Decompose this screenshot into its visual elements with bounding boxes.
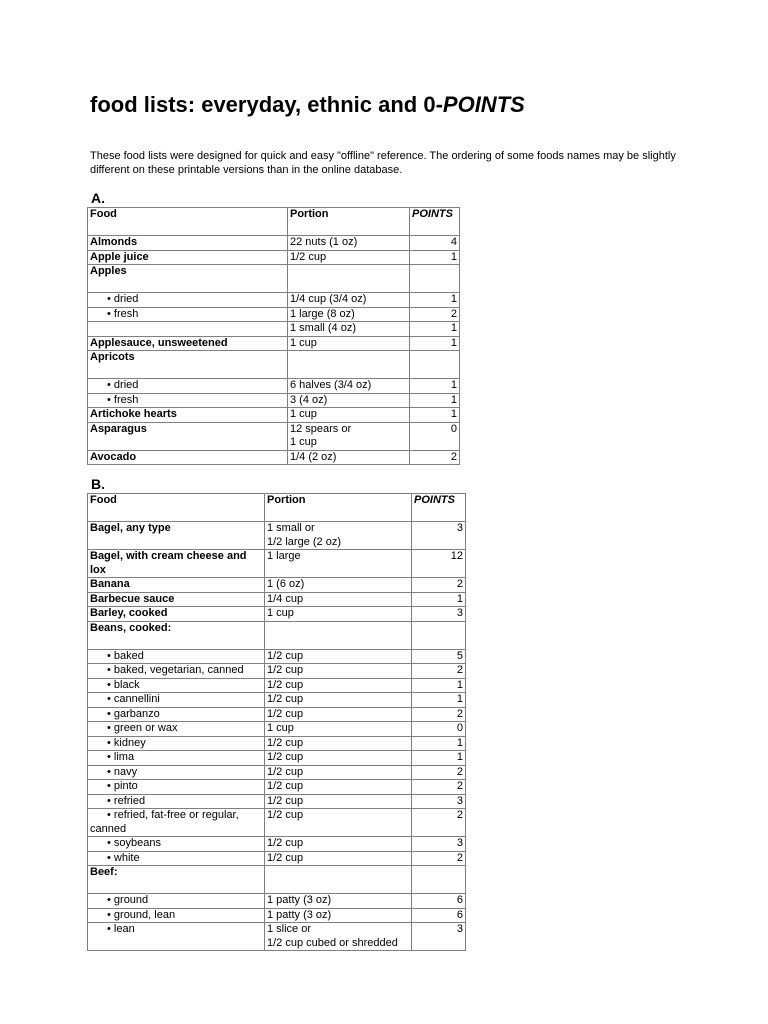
header-food: Food [88,208,288,236]
table-row [88,422,460,450]
table-row [88,293,460,308]
portion-cell: 1 small (4 oz) [288,322,410,337]
points-cell: 1 [412,751,466,766]
points-cell: 6 [412,908,466,923]
points-cell: 2 [410,450,460,465]
table-row [88,351,460,379]
food-cell: • lima [88,751,265,766]
portion-cell: 1/2 cup [265,794,412,809]
table-row [88,336,460,351]
points-cell: 3 [412,607,466,622]
table-row [88,379,460,394]
table-row [88,522,466,550]
portion-cell: 1 (6 oz) [265,578,412,593]
portion-cell: 1/2 cup [265,678,412,693]
table-row [88,851,466,866]
points-cell [412,866,466,894]
points-cell: 1 [410,379,460,394]
points-cell: 0 [410,422,460,450]
points-cell: 0 [412,722,466,737]
table-row [88,923,466,951]
portion-cell [288,351,410,379]
food-cell [88,322,288,337]
food-cell: • pinto [88,780,265,795]
points-cell: 2 [412,707,466,722]
portion-cell: 1/2 cup [265,837,412,852]
points-cell: 3 [412,923,466,951]
points-cell: 1 [412,678,466,693]
table-row [88,693,466,708]
points-cell: 1 [410,293,460,308]
food-cell: • garbanzo [88,707,265,722]
header-points: POINTS [412,494,466,522]
food-cell: • ground, lean [88,908,265,923]
food-cell: • dried [88,379,288,394]
table-row [88,307,460,322]
portion-cell: 1 cup [288,408,410,423]
portion-cell: 3 (4 oz) [288,393,410,408]
portion-cell: 1 cup [265,722,412,737]
food-cell: Apricots [88,351,288,379]
food-cell: • fresh [88,393,288,408]
points-cell: 1 [410,250,460,265]
table-row [88,578,466,593]
points-cell: 6 [412,894,466,909]
food-cell: • white [88,851,265,866]
food-table-a [87,207,460,465]
food-cell: Beans, cooked: [88,621,265,649]
food-cell: Almonds [88,236,288,251]
portion-cell [265,621,412,649]
portion-cell: 12 spears or 1 cup [288,422,410,450]
section-b-heading: B. [91,476,105,492]
table-row [88,751,466,766]
intro-paragraph: These food lists were designed for quick and easy "offline" reference. The ordering of some foods names may be slightly different on these printable versions than in the online database. [90,150,676,176]
portion-cell: 1 patty (3 oz) [265,908,412,923]
portion-cell: 1/2 cup [265,736,412,751]
table-row [88,322,460,337]
food-cell: • ground [88,894,265,909]
food-cell: • fresh [88,307,288,322]
section-a-heading: A. [91,190,105,206]
portion-cell: 1/2 cup [265,809,412,837]
portion-cell: 1/4 cup (3/4 oz) [288,293,410,308]
table-row [88,794,466,809]
food-cell: • navy [88,765,265,780]
page-title: food lists: everyday, ethnic and 0-POINTS [90,92,525,117]
food-cell: Avocado [88,450,288,465]
header-portion: Portion [288,208,410,236]
portion-cell: 1 cup [265,607,412,622]
points-cell: 3 [412,837,466,852]
food-cell: Bagel, any type [88,522,265,550]
points-cell: 2 [412,809,466,837]
food-cell: Asparagus [88,422,288,450]
portion-cell: 1/2 cup [265,664,412,679]
portion-cell: 1/2 cup [265,751,412,766]
food-cell: Bagel, with cream cheese and lox [88,550,265,578]
food-cell: • refried, fat-free or regular, canned [88,809,265,837]
points-cell: 1 [412,693,466,708]
food-cell: • refried [88,794,265,809]
table-row [88,607,466,622]
portion-cell: 1 small or 1/2 large (2 oz) [265,522,412,550]
points-cell [412,621,466,649]
table-row [88,236,460,251]
header-food: Food [88,494,265,522]
food-cell: • kidney [88,736,265,751]
table-row [88,393,460,408]
food-cell: Banana [88,578,265,593]
points-cell: 3 [412,522,466,550]
table-row [88,649,466,664]
points-cell: 2 [412,578,466,593]
points-cell: 1 [412,736,466,751]
header-portion: Portion [265,494,412,522]
food-cell: Barley, cooked [88,607,265,622]
food-cell: Artichoke hearts [88,408,288,423]
food-cell: Beef: [88,866,265,894]
points-cell: 2 [412,765,466,780]
points-cell: 3 [412,794,466,809]
food-cell: • black [88,678,265,693]
food-cell: • dried [88,293,288,308]
table-row [88,894,466,909]
food-cell: • green or wax [88,722,265,737]
portion-cell: 1/2 cup [265,851,412,866]
table-row [88,866,466,894]
food-cell: • lean [88,923,265,951]
portion-cell: 1 patty (3 oz) [265,894,412,909]
portion-cell: 1/2 cup [265,707,412,722]
table-row [88,621,466,649]
portion-cell: 1 large (8 oz) [288,307,410,322]
table-row [88,765,466,780]
table-row [88,837,466,852]
food-cell: • baked [88,649,265,664]
points-cell: 5 [412,649,466,664]
table-row [88,265,460,293]
points-cell: 1 [410,336,460,351]
portion-cell [288,265,410,293]
points-cell: 4 [410,236,460,251]
portion-cell: 1/2 cup [288,250,410,265]
table-row [88,722,466,737]
portion-cell: 1/4 cup [265,592,412,607]
points-cell: 1 [410,408,460,423]
table-row [88,664,466,679]
table-header-row [88,208,460,236]
points-cell: 1 [410,322,460,337]
points-cell: 2 [412,780,466,795]
table-row [88,550,466,578]
points-cell: 2 [412,851,466,866]
portion-cell: 1 cup [288,336,410,351]
portion-cell: 1 large [265,550,412,578]
table-row [88,809,466,837]
table-row [88,678,466,693]
points-cell [410,351,460,379]
portion-cell: 1/2 cup [265,780,412,795]
food-cell: • soybeans [88,837,265,852]
header-points: POINTS [410,208,460,236]
food-cell: • cannellini [88,693,265,708]
table-row [88,780,466,795]
portion-cell: 1/2 cup [265,765,412,780]
points-cell: 2 [410,307,460,322]
food-cell: • baked, vegetarian, canned [88,664,265,679]
food-table-b [87,493,466,951]
table-row [88,250,460,265]
food-cell: Applesauce, unsweetened [88,336,288,351]
table-row [88,707,466,722]
portion-cell: 1/4 (2 oz) [288,450,410,465]
portion-cell: 1/2 cup [265,649,412,664]
points-cell [410,265,460,293]
table-row [88,908,466,923]
points-cell: 12 [412,550,466,578]
table-row [88,408,460,423]
table-row [88,736,466,751]
points-cell: 2 [412,664,466,679]
table-row [88,450,460,465]
portion-cell: 1 slice or 1/2 cup cubed or shredded [265,923,412,951]
portion-cell [265,866,412,894]
food-cell: Barbecue sauce [88,592,265,607]
portion-cell: 22 nuts (1 oz) [288,236,410,251]
table-header-row [88,494,466,522]
food-cell: Apple juice [88,250,288,265]
table-row [88,592,466,607]
portion-cell: 6 halves (3/4 oz) [288,379,410,394]
food-cell: Apples [88,265,288,293]
points-cell: 1 [412,592,466,607]
portion-cell: 1/2 cup [265,693,412,708]
points-cell: 1 [410,393,460,408]
